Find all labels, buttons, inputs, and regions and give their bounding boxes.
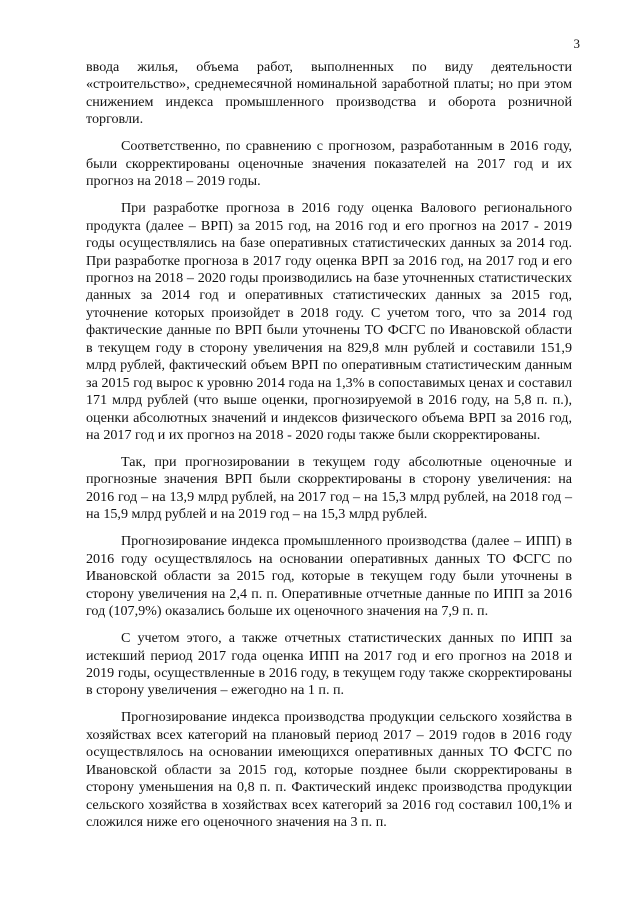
paragraph-continuation: ввода жилья, объема работ, выполненных по виду деятельности «строительство», среднемесячной номинальной заработной платы; но при этом снижением индекса промышленного производства и оборота розничной торговли.: [86, 59, 572, 128]
paragraph-industrial-index: Прогнозирование индекса промышленного производства (далее – ИПП) в 2016 году осуществлялось на основании оперативных данных ТО ФСГС по Ивановской области за 2015 год, которые в текущем году были уточнены в сторону увеличения на 2,4 п. п. Оперативные отчетные данные по ИПП за 2016 год (107,9%) оказались больше их оценочного значения на 7,9 п. п.: [86, 533, 572, 620]
paragraph-grp-estimate: При разработке прогноза в 2016 году оценка Валового регионального продукта (далее – ВРП) за 2015 год, на 2016 год и его прогноз на 2017 - 2019 годы осуществлялись на базе оперативных статистических данных за 2014 год. При разработке прогноза в 2017 году оценка ВРП за 2016 год, на 2017 год и его прогноз на 2018 – 2020 годы производились на базе уточненных статистических данных за 2014 год и оперативных статистических данных за 2015 год, уточнение которых произойдет в 2018 году. С учетом того, что за 2014 год фактические данные по ВРП были уточнены ТО ФСГС по Ивановской области в текущем году в сторону увеличения на 829,8 млн рублей и составили 151,9 млрд рублей, фактический объем ВРП по оперативным статистическим данным за 2015 год вырос к уровню 2014 года на 1,3% в сопоставимых ценах и составил 171 млрд рублей (что выше оценки, прогнозируемой в 2016 году, на 5,8 п. п.), оценки абсолютных значений и индексов физического объема ВРП за 2016 год, на 2017 год и их прогноз на 2018 - 2020 годы также были скорректированы.: [86, 200, 572, 444]
document-body: [86, 59, 572, 841]
paragraph-forecast-adjustment: Соответственно, по сравнению с прогнозом, разработанным в 2016 году, были скорректированы оценочные значения показателей на 2017 год и их прогноз на 2018 – 2019 годы.: [86, 138, 572, 190]
page-number: 3: [573, 36, 580, 51]
paragraph-grp-values: Так, при прогнозировании в текущем году абсолютные оценочные и прогнозные значения ВРП были скорректированы в сторону увеличения: на 2016 год – на 13,9 млрд рублей, на 2017 год – на 15,3 млрд рублей, на 2018 год – на 15,9 млрд рублей и на 2019 год – на 15,3 млрд рублей.: [86, 454, 572, 523]
paragraph-agriculture-index: Прогнозирование индекса производства продукции сельского хозяйства в хозяйствах всех категорий на плановый период 2017 – 2019 годов в 2016 году осуществлялось на основании имеющихся оперативных данных ТО ФСГС по Ивановской области за 2015 год, которые позднее были скорректированы в сторону уменьшения на 0,8 п. п. Фактический индекс производства продукции сельского хозяйства в хозяйствах всех категорий за 2016 год составил 100,1% и сложился ниже его оценочного значения на 3 п. п.: [86, 709, 572, 831]
paragraph-industrial-forecast: С учетом этого, а также отчетных статистических данных по ИПП за истекший период 2017 года оценка ИПП на 2017 год и его прогноз на 2018 и 2019 годы, осуществленные в 2016 году, в текущем году также скорректированы в сторону увеличения – ежегодно на 1 п. п.: [86, 630, 572, 699]
